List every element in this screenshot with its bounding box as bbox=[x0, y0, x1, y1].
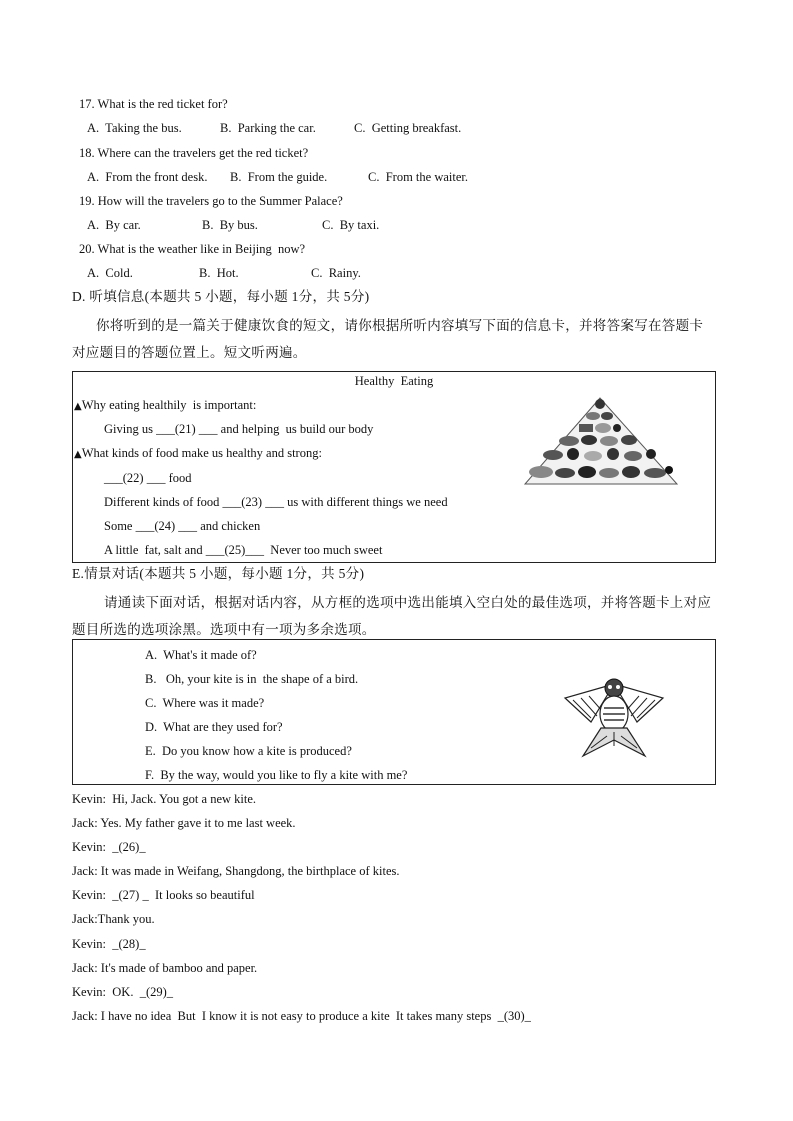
section-e-heading: E.情景对话(本题共 5 小题，每小题 1分，共 5分) bbox=[72, 566, 365, 581]
section-e-instruction-line2: 题目所选的选项涂黑。选项中有一项为多余选项。 bbox=[72, 622, 376, 637]
info-card-line-24: Some ___(24) ___ and chicken bbox=[104, 519, 261, 533]
dialogue-line-29[interactable]: Kevin: OK. _(29)_ bbox=[72, 985, 174, 999]
blank-23[interactable]: ___(23) ___ bbox=[222, 495, 284, 509]
dialogue-line-30[interactable]: Jack: I have no idea But I know it is not easy to produce a kite It takes many steps _(30)_ bbox=[72, 1009, 531, 1023]
q17-option-a: A. Taking the bus. bbox=[87, 121, 182, 135]
blank-22[interactable]: ___(22) ___ bbox=[104, 471, 166, 485]
blank-25[interactable]: ___(25)___ bbox=[205, 543, 265, 557]
q19-option-c: C. By taxi. bbox=[322, 218, 380, 232]
q19-option-b: B. By bus. bbox=[202, 218, 258, 232]
option-a: A. What's it made of? bbox=[145, 648, 257, 662]
q20-question: 20. What is the weather like in Beijing now? bbox=[79, 242, 306, 256]
q20-option-a: A. Cold. bbox=[87, 266, 133, 280]
section-e-instruction-line1: 请通读下面对话，根据对话内容，从方框的选项中选出能填入空白处的最佳选项，并将答题卡上对应 bbox=[104, 595, 712, 610]
option-f: F. By the way, would you like to fly a kite with me? bbox=[145, 768, 408, 782]
bird-kite-illustration bbox=[561, 676, 667, 760]
options-box bbox=[72, 639, 716, 785]
dialogue-line-27[interactable]: Kevin: _(27) _ It looks so beautiful bbox=[72, 888, 255, 902]
q20-option-b: B. Hot. bbox=[199, 266, 239, 280]
option-d: D. What are they used for? bbox=[145, 720, 283, 734]
dialogue-line-1: Kevin: Hi, Jack. You got a new kite. bbox=[72, 792, 257, 806]
blank-24[interactable]: ___(24) ___ bbox=[135, 519, 198, 533]
info-card-question-1: ▲Why eating healthily is important: bbox=[74, 398, 257, 412]
dialogue-line-28[interactable]: Kevin: _(28)_ bbox=[72, 937, 146, 951]
food-pyramid-illustration bbox=[517, 394, 683, 489]
info-card-title: Healthy Eating bbox=[354, 374, 434, 388]
info-card bbox=[72, 371, 716, 563]
blank-21[interactable]: ___(21) ___ bbox=[156, 422, 218, 436]
q19-question: 19. How will the travelers go to the Summer Palace? bbox=[79, 194, 343, 208]
q17-option-b: B. Parking the car. bbox=[220, 121, 316, 135]
info-card-question-2: ▲What kinds of food make us healthy and strong: bbox=[74, 446, 322, 460]
dialogue-line-8: Jack: It's made of bamboo and paper. bbox=[72, 961, 258, 975]
dialogue-line-6: Jack:Thank you. bbox=[72, 912, 155, 926]
option-b: B. Oh, your kite is in the shape of a bird. bbox=[145, 672, 359, 686]
q18-option-c: C. From the waiter. bbox=[368, 170, 468, 184]
triangle-bullet-icon: ▲ bbox=[74, 401, 82, 412]
q19-option-a: A. By car. bbox=[87, 218, 141, 232]
info-card-line-21: Giving us ___(21) ___ and helping us build our body bbox=[104, 422, 374, 436]
option-e: E. Do you know how a kite is produced? bbox=[145, 744, 352, 758]
q20-option-c: C. Rainy. bbox=[311, 266, 361, 280]
triangle-bullet-icon: ▲ bbox=[74, 449, 82, 460]
info-card-line-22: ___(22) ___ food bbox=[104, 471, 192, 485]
dialogue-line-4: Jack: It was made in Weifang, Shangdong, the birthplace of kites. bbox=[72, 864, 400, 878]
section-d-instruction-line1: 你将听到的是一篇关于健康饮食的短文，请你根据所听内容填写下面的信息卡，并将答案写在答题卡 bbox=[96, 318, 704, 333]
section-d-heading: D. 听填信息(本题共 5 小题，每小题 1分，共 5分) bbox=[72, 289, 370, 304]
section-d-instruction-line2: 对应题目的答题位置上。短文听两遍。 bbox=[72, 345, 307, 360]
info-card-line-25: A little fat, salt and ___(25)___ Never too much sweet bbox=[104, 543, 383, 557]
dialogue-line-26[interactable]: Kevin: _(26)_ bbox=[72, 840, 146, 854]
q17-option-c: C. Getting breakfast. bbox=[354, 121, 462, 135]
q17-question: 17. What is the red ticket for? bbox=[79, 97, 228, 111]
q18-option-a: A. From the front desk. bbox=[87, 170, 208, 184]
dialogue-line-2: Jack: Yes. My father gave it to me last week. bbox=[72, 816, 296, 830]
info-card-line-23: Different kinds of food ___(23) ___ us with different things we need bbox=[104, 495, 448, 509]
option-c: C. Where was it made? bbox=[145, 696, 265, 710]
q18-option-b: B. From the guide. bbox=[230, 170, 328, 184]
q18-question: 18. Where can the travelers get the red ticket? bbox=[79, 146, 309, 160]
